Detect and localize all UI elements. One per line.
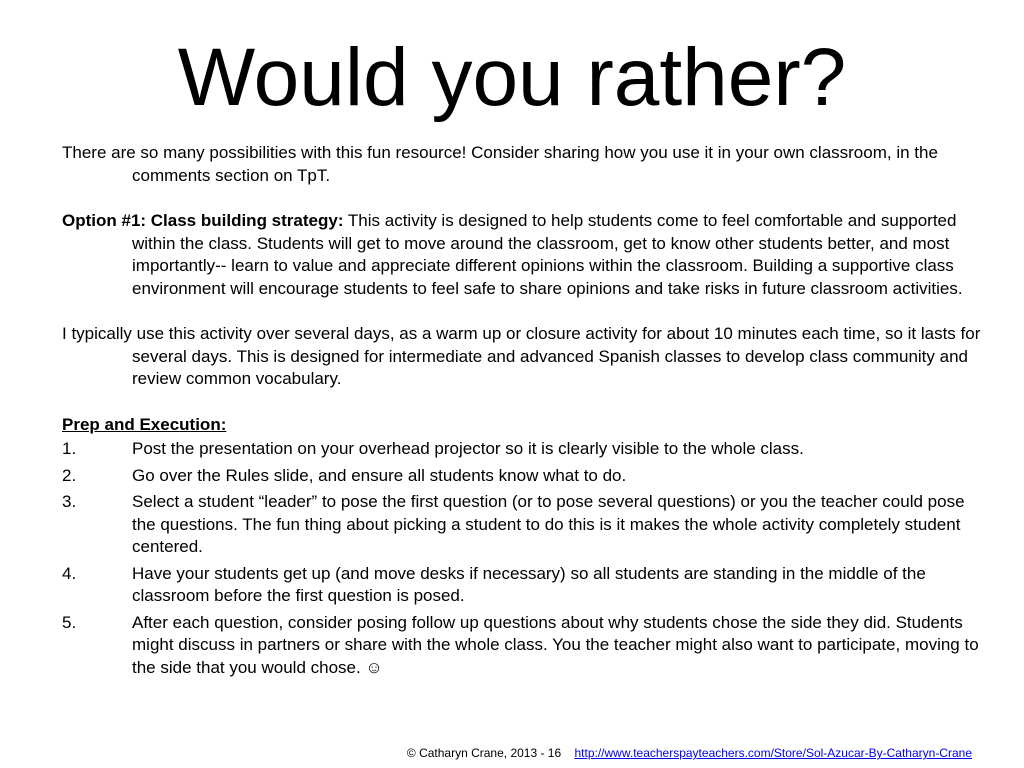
step-text: Select a student “leader” to pose the first question (or to pose several questions) or you the teacher could pose the questions. The fun thing about picking a student to do this is it makes the whole activity completely student centered.	[132, 492, 965, 556]
steps-list	[62, 438, 992, 679]
step-number: 1.	[62, 439, 77, 458]
intro-paragraph: There are so many possibilities with this fun resource! Consider sharing how you use it in your own classroom, in the comments section on TpT.	[62, 143, 938, 185]
slide-body	[62, 142, 992, 683]
step-item	[62, 465, 992, 488]
step-item	[62, 491, 992, 559]
prep-heading: Prep and Execution:	[62, 414, 227, 434]
step-number: 3.	[62, 492, 77, 511]
option1-label: Option #1: Class building strategy:	[62, 211, 344, 230]
step-item	[62, 612, 992, 680]
step-text: Have your students get up (and move desks if necessary) so all students are standing in the middle of the classroom before the first question is posed.	[132, 563, 926, 605]
slide-title: Would you rather?	[177, 32, 847, 123]
step-number: 2.	[62, 465, 77, 485]
step-text: Post the presentation on your overhead projector so it is clearly visible to the whole class.	[132, 439, 804, 458]
step-number: 4.	[62, 563, 77, 583]
step-number: 5.	[62, 612, 77, 632]
step-item	[62, 563, 992, 608]
step-text: After each question, consider posing follow up questions about why students chose the side they did. Students might discuss in partners or share with the whole class. You the teacher might also want to participate, moving to the side that you would chose. ☺	[132, 612, 979, 677]
footer-copyright: © Catharyn Crane, 2013 - 16	[406, 746, 562, 760]
store-link[interactable]: http://www.teacherspayteachers.com/Store/Sol-Azucar-By-Catharyn-Crane	[574, 746, 972, 760]
step-item	[62, 438, 992, 461]
option1-paragraph	[62, 210, 992, 300]
step-text: Go over the Rules slide, and ensure all students know what to do.	[132, 465, 627, 485]
usage-paragraph: I typically use this activity over several days, as a warm up or closure activity for about 10 minutes each time, so it lasts for several days. This is designed for intermediate and advanced Spanish classes to develop class community and review common vocabulary.	[62, 324, 981, 388]
footer	[407, 746, 972, 760]
option1-text: This activity is designed to help students come to feel comfortable and supported within the class. Students will get to move around the classroom, get to know other students better, and most importantly-- learn to value and appreciate different opinions within the classroom. Building a supportive class environment will encourage students to feel safe to share opinions and take risks in future classroom activities.	[132, 211, 963, 298]
